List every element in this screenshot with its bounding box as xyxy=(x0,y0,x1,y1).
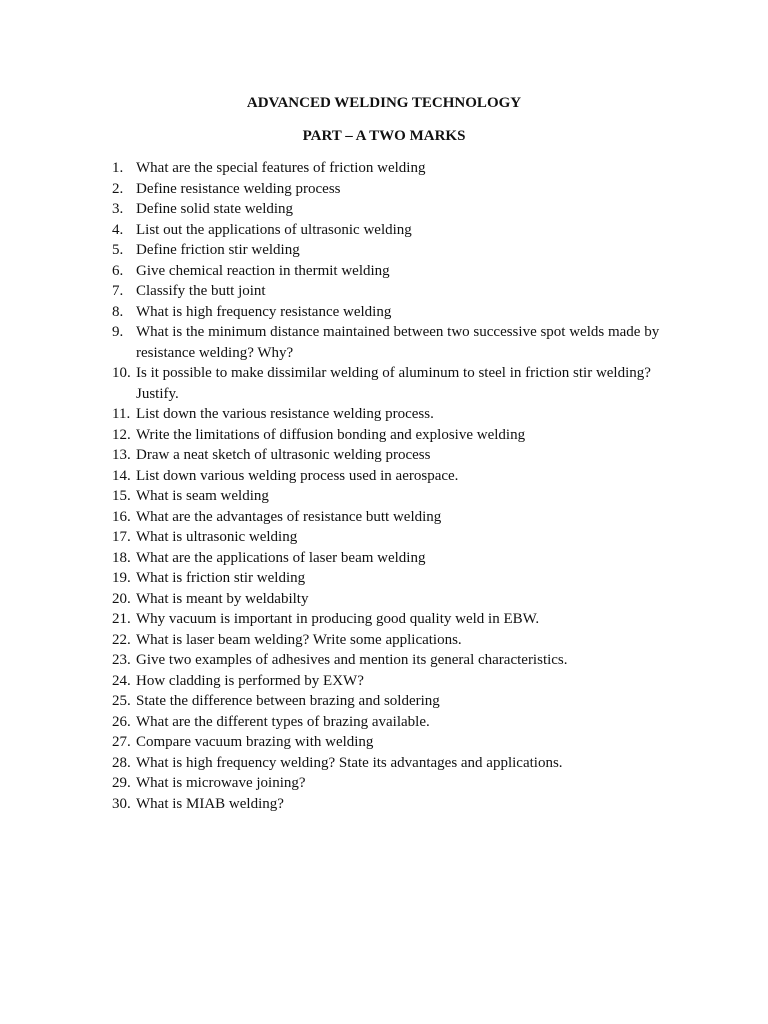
question-number: 15. xyxy=(112,488,131,504)
question-number: 10. xyxy=(112,365,131,381)
question-number: 16. xyxy=(112,508,131,525)
question-item xyxy=(0,199,666,220)
question-item xyxy=(0,568,666,589)
question-number: 27. xyxy=(112,734,131,750)
question-text: What is the minimum distance maintained between two successive spot welds made by resistance welding? Why? xyxy=(136,324,660,361)
question-number: 12. xyxy=(112,426,131,443)
question-number: 5. xyxy=(112,242,124,258)
question-item xyxy=(0,773,666,794)
question-text: Compare vacuum brazing with welding xyxy=(136,734,374,750)
question-item xyxy=(0,527,666,548)
question-text: What is microwave joining? xyxy=(136,775,306,791)
question-number: 22. xyxy=(112,631,131,648)
question-item xyxy=(0,794,666,815)
question-item xyxy=(0,589,666,610)
question-text: Define solid state welding xyxy=(136,201,294,217)
question-item xyxy=(0,630,666,651)
question-text: What is friction stir welding xyxy=(136,570,306,586)
question-item xyxy=(0,609,666,630)
question-item xyxy=(0,220,666,241)
question-text: Write the limitations of diffusion bonding and explosive welding xyxy=(136,426,526,443)
question-text: List down various welding process used in aerospace. xyxy=(136,467,459,484)
question-item xyxy=(0,507,666,528)
question-item xyxy=(0,281,666,302)
question-item xyxy=(0,302,666,323)
question-number: 25. xyxy=(112,693,131,709)
question-text: List down the various resistance welding process. xyxy=(136,406,434,422)
question-item xyxy=(0,691,666,712)
question-number: 21. xyxy=(112,611,131,627)
question-number: 18. xyxy=(112,549,131,566)
question-item xyxy=(0,753,666,774)
question-item xyxy=(0,363,666,404)
question-text: What is MIAB welding? xyxy=(136,795,284,812)
question-text: State the difference between brazing and soldering xyxy=(136,693,440,709)
question-number: 9. xyxy=(112,324,124,340)
section-heading: PART – A TWO MARKS xyxy=(302,128,466,144)
question-text: Why vacuum is important in producing good quality weld in EBW. xyxy=(136,611,540,627)
question-item xyxy=(0,466,666,487)
question-text: Give two examples of adhesives and mention its general characteristics. xyxy=(136,652,568,668)
question-number: 30. xyxy=(112,795,131,812)
question-number: 23. xyxy=(112,652,131,668)
question-number: 24. xyxy=(112,672,131,689)
question-item xyxy=(0,404,666,425)
question-item xyxy=(0,712,666,733)
question-text: List out the applications of ultrasonic welding xyxy=(136,221,412,238)
question-text: Is it possible to make dissimilar welding of aluminum to steel in friction stir welding? Justify. xyxy=(136,365,651,402)
question-item xyxy=(0,445,666,466)
question-item xyxy=(0,732,666,753)
question-item xyxy=(0,650,666,671)
question-text: Define resistance welding process xyxy=(136,180,341,197)
question-item xyxy=(0,240,666,261)
question-item xyxy=(0,322,666,363)
question-text: What is ultrasonic welding xyxy=(136,529,298,545)
question-number: 28. xyxy=(112,754,131,771)
question-number: 17. xyxy=(112,529,131,545)
question-text: What is high frequency welding? State its advantages and applications. xyxy=(136,754,563,771)
question-text: Give chemical reaction in thermit welding xyxy=(136,262,390,279)
question-item xyxy=(0,158,666,179)
document-title: ADVANCED WELDING TECHNOLOGY xyxy=(246,95,522,111)
question-text: Define friction stir welding xyxy=(136,242,300,258)
question-text: What are the special features of friction welding xyxy=(136,160,426,176)
question-text: What is seam welding xyxy=(136,488,269,504)
question-number: 11. xyxy=(112,406,131,422)
question-number: 7. xyxy=(112,283,124,299)
question-list xyxy=(0,158,768,814)
question-number: 1. xyxy=(112,160,124,176)
question-item xyxy=(0,671,666,692)
question-text: What is meant by weldabilty xyxy=(136,590,309,607)
question-number: 14. xyxy=(112,467,131,484)
question-text: What are the different types of brazing available. xyxy=(136,713,430,730)
question-text: What is high frequency resistance welding xyxy=(136,303,392,320)
question-item xyxy=(0,548,666,569)
question-number: 20. xyxy=(112,590,131,607)
question-text: What are the advantages of resistance butt welding xyxy=(136,508,442,525)
question-number: 8. xyxy=(112,303,124,320)
question-number: 3. xyxy=(112,201,124,217)
question-number: 13. xyxy=(112,447,131,463)
question-text: What are the applications of laser beam welding xyxy=(136,549,426,566)
question-item xyxy=(0,179,666,200)
question-item xyxy=(0,425,666,446)
question-text: Classify the butt joint xyxy=(136,283,266,299)
question-number: 26. xyxy=(112,713,131,730)
question-text: What is laser beam welding? Write some applications. xyxy=(136,631,462,648)
question-number: 29. xyxy=(112,775,131,791)
question-text: Draw a neat sketch of ultrasonic welding process xyxy=(136,447,431,463)
question-number: 19. xyxy=(112,570,131,586)
question-item xyxy=(0,261,666,282)
question-item xyxy=(0,486,666,507)
question-number: 2. xyxy=(112,180,124,197)
question-text: How cladding is performed by EXW? xyxy=(136,672,364,689)
question-number: 4. xyxy=(112,221,124,238)
question-number: 6. xyxy=(112,262,124,279)
